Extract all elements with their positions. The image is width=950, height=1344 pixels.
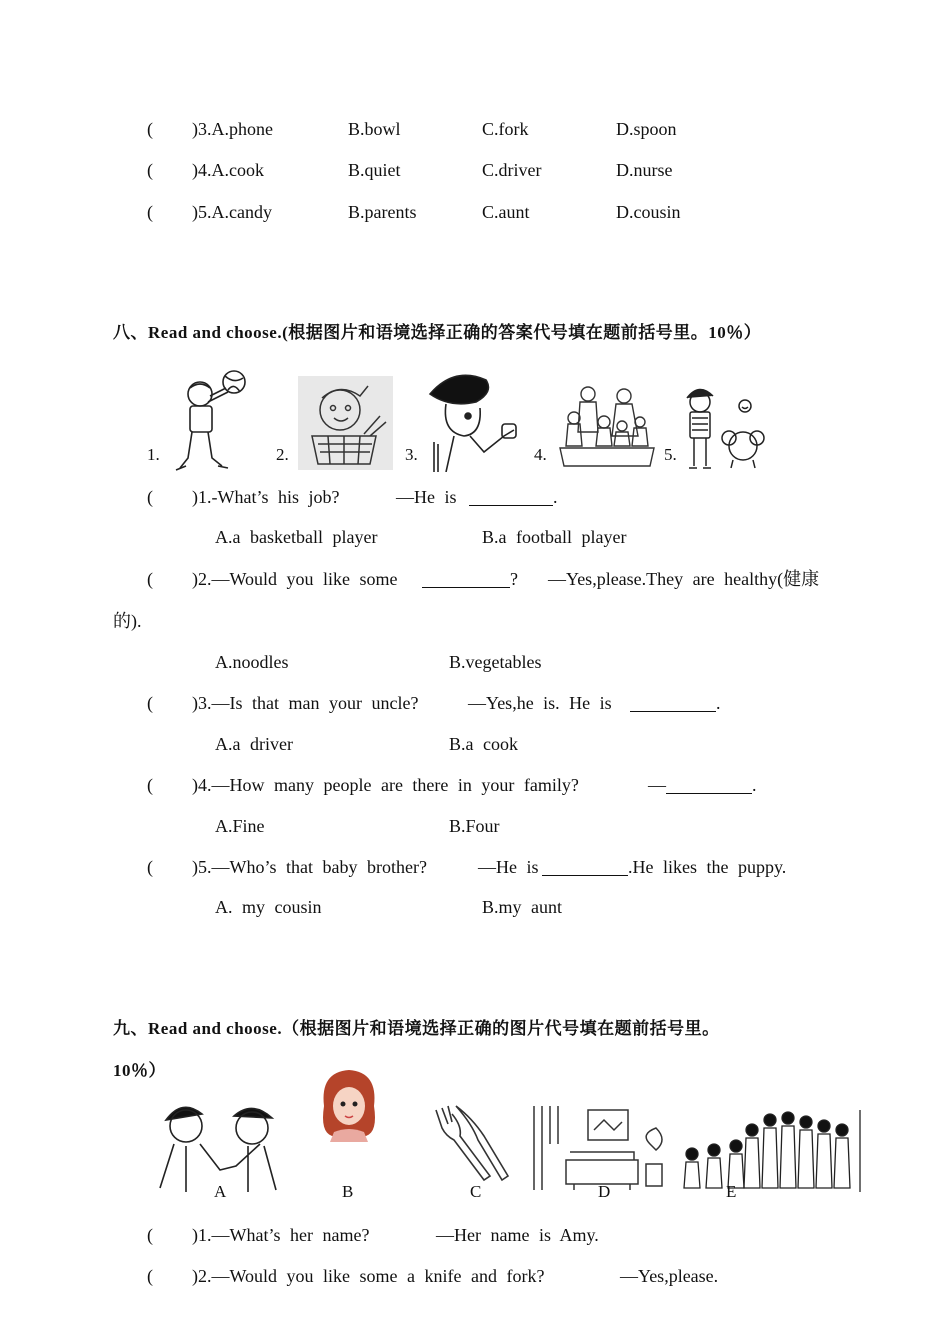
girl-face-picture — [316, 1066, 382, 1142]
picture-label-e: E — [726, 1182, 737, 1201]
picture-label-c: C — [470, 1182, 482, 1201]
option-d: D.nurse — [616, 160, 673, 180]
picture-label-a: A — [214, 1182, 227, 1201]
q1-answer-paren[interactable]: ( — [147, 487, 153, 507]
basketball-player-picture — [170, 368, 255, 476]
vegetable-basket-picture — [298, 376, 393, 470]
option-d: D.spoon — [616, 119, 677, 139]
q5-option-b: B.my aunt — [482, 897, 562, 917]
option-c: C.driver — [482, 160, 542, 180]
two-boys-shaking-hands-picture — [156, 1100, 280, 1192]
picture-label-1: 1. — [147, 445, 160, 464]
section8-heading: 八、Read and choose.(根据图片和语境选择正确的答案代号填在题前括号里。10％） — [113, 323, 762, 342]
q3-question: )3.—Is that man your uncle? — [192, 693, 419, 713]
q5-answer-paren[interactable]: ( — [147, 857, 153, 877]
picture-label-d: D — [598, 1182, 611, 1201]
family-picture — [558, 382, 656, 470]
picture-label-b: B — [342, 1182, 354, 1201]
picture-label-4: 4. — [534, 445, 547, 464]
answer-paren[interactable]: ( — [147, 160, 153, 180]
cook-picture — [424, 372, 522, 472]
q2-option-b: B.vegetables — [449, 652, 542, 672]
q2-question: )2.—Would you like some — [192, 569, 398, 589]
q2-answer-continued: 的). — [113, 611, 142, 631]
q4-question: )4.—How many people are there in your family? — [192, 775, 579, 795]
q1-option-a: A.a basketball player — [215, 527, 378, 547]
q3-answer-paren[interactable]: ( — [147, 693, 153, 713]
option-c: C.aunt — [482, 202, 530, 222]
s9-q2-answer-text: —Yes,please. — [620, 1266, 719, 1286]
option-c: C.fork — [482, 119, 529, 139]
q2-question-mark: ? — [510, 569, 518, 589]
q1-blank[interactable] — [469, 489, 553, 506]
picture-label-5: 5. — [664, 445, 677, 464]
option-d: D.cousin — [616, 202, 681, 222]
q5-blank[interactable] — [542, 859, 628, 876]
living-room-picture — [530, 1104, 670, 1192]
q3-answer-text: —Yes,he is. He is — [468, 693, 612, 713]
q4-blank[interactable] — [666, 777, 752, 794]
q2-answer-paren[interactable]: ( — [147, 569, 153, 589]
big-family-picture — [680, 1108, 862, 1192]
s9-q1-question: )1.—What’s her name? — [192, 1225, 370, 1245]
q4-period: . — [752, 775, 757, 795]
q4-dash: — — [648, 775, 666, 795]
question-option-a: )5.A.candy — [192, 202, 272, 222]
q5-answer-tail: .He likes the puppy. — [628, 857, 787, 877]
question-option-a: )3.A.phone — [192, 119, 273, 139]
section9-heading: 九、Read and choose.（根据图片和语境选择正确的图片代号填在题前括号里。 — [113, 1019, 720, 1038]
q3-blank[interactable] — [630, 695, 716, 712]
q5-question: )5.—Who’s that baby brother? — [192, 857, 427, 877]
q5-answer-text: —He is — [478, 857, 539, 877]
s9-q1-answer-text: —Her name is Amy. — [436, 1225, 599, 1245]
s9-q1-answer-paren[interactable]: ( — [147, 1225, 153, 1245]
option-b: B.quiet — [348, 160, 401, 180]
s9-q2-answer-paren[interactable]: ( — [147, 1266, 153, 1286]
answer-paren[interactable]: ( — [147, 202, 153, 222]
picture-label-3: 3. — [405, 445, 418, 464]
s9-q2-question: )2.—Would you like some a knife and fork? — [192, 1266, 545, 1286]
question-option-a: )4.A.cook — [192, 160, 264, 180]
option-b: B.bowl — [348, 119, 401, 139]
q3-period: . — [716, 693, 721, 713]
q2-blank[interactable] — [422, 571, 510, 588]
q1-option-b: B.a football player — [482, 527, 627, 547]
answer-paren[interactable]: ( — [147, 119, 153, 139]
q2-option-a: A.noodles — [215, 652, 289, 672]
section9-heading-continued: 10％） — [113, 1061, 166, 1080]
boy-puppy-picture — [683, 384, 769, 472]
q4-option-b: B.Four — [449, 816, 500, 836]
q2-answer-text: —Yes,please.They are healthy(健康 — [548, 569, 820, 589]
q3-option-b: B.a cook — [449, 734, 518, 754]
q4-option-a: A.Fine — [215, 816, 265, 836]
picture-label-2: 2. — [276, 445, 289, 464]
q3-option-a: A.a driver — [215, 734, 293, 754]
q1-answer-text: —He is — [396, 487, 457, 507]
q1-period: . — [553, 487, 558, 507]
knife-and-fork-picture — [432, 1104, 510, 1184]
option-b: B.parents — [348, 202, 417, 222]
q4-answer-paren[interactable]: ( — [147, 775, 153, 795]
q5-option-a: A. my cousin — [215, 897, 322, 917]
q1-question: )1.-What’s his job? — [192, 487, 340, 507]
